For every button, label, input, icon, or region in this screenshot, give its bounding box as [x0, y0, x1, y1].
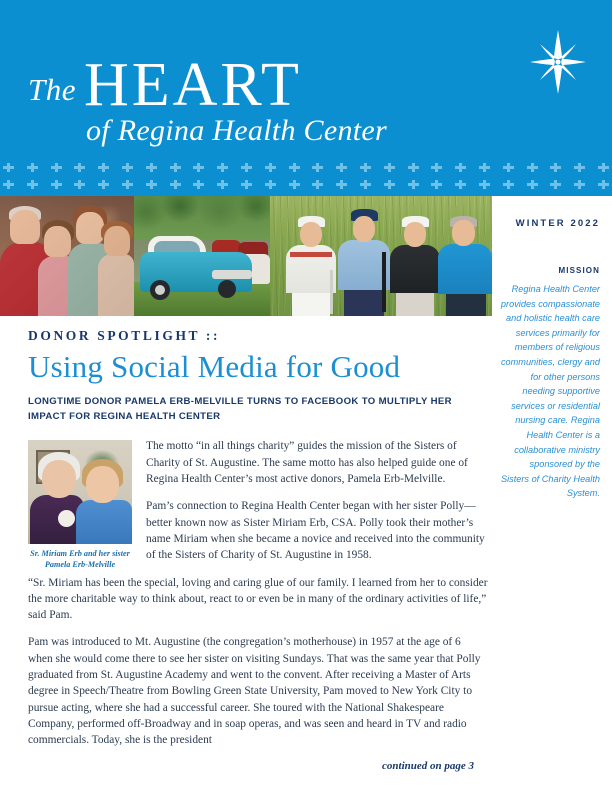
cross-dot-icon — [452, 179, 476, 191]
cross-dot-icon — [0, 162, 24, 174]
cross-dot-icon — [524, 179, 548, 191]
portrait-photo — [28, 440, 132, 544]
masthead-subtitle: of Regina Health Center — [86, 114, 388, 147]
cross-dot-icon — [476, 179, 500, 191]
cross-dot-icon — [571, 162, 595, 174]
cross-dot-icon — [167, 162, 191, 174]
cross-dot-icon — [428, 162, 452, 174]
classic-car-show-photo — [134, 196, 270, 316]
compass-star-icon — [530, 30, 586, 94]
cross-dot-icon — [428, 179, 452, 191]
decorative-cross-pattern-band — [0, 158, 612, 196]
cross-dot-icon — [476, 162, 500, 174]
article-paragraph: The motto “in all things charity” guides the mission of the Sisters of Charity of St. Augustine. The same motto has also helped guide one of Regina Health Center’s most active donors, Pamela Erb-Melville. — [146, 440, 468, 486]
cross-dot-icon — [119, 179, 143, 191]
issue-date: WINTER 2022 — [515, 218, 600, 229]
mission-heading: MISSION — [558, 266, 600, 275]
cross-dot-icon — [595, 162, 612, 174]
cross-dot-icon — [143, 179, 167, 191]
cross-dot-icon — [286, 162, 310, 174]
cross-dot-icon — [381, 179, 405, 191]
cross-dot-icon — [309, 179, 333, 191]
cross-dot-icon — [357, 179, 381, 191]
cross-dot-icon — [500, 179, 524, 191]
cross-pattern-row — [0, 179, 612, 193]
masthead-heart-word: HEART — [84, 51, 302, 119]
cross-dot-icon — [24, 162, 48, 174]
cross-dot-icon — [190, 162, 214, 174]
article-kicker: DONOR SPOTLIGHT :: — [28, 328, 221, 343]
cross-dot-icon — [262, 179, 286, 191]
article-headline: Using Social Media for Good — [28, 349, 401, 384]
article-paragraph: “Sr. Miriam has been the special, loving and caring glue of our family. I learned from her to consider the more charitable way to think about, react to or even be in many of the ordinary activities of life,” said Pam. — [28, 576, 488, 622]
cross-dot-icon — [48, 162, 72, 174]
article-body — [28, 328, 488, 772]
article-subhead: LONGTIME DONOR PAMELA ERB-MELVILLE TURNS TO FACEBOOK TO MULTIPLY HER IMPACT FOR REGINA HEALTH CENTER — [28, 396, 452, 422]
cross-dot-icon — [262, 162, 286, 174]
cross-dot-icon — [405, 162, 429, 174]
cross-dot-icon — [357, 162, 381, 174]
cross-dot-icon — [143, 162, 167, 174]
portrait-caption: Sr. Miriam Erb and her sister Pamela Erb-Melville — [30, 549, 130, 570]
cross-dot-icon — [595, 179, 612, 191]
cross-dot-icon — [286, 179, 310, 191]
cross-pattern-row — [0, 162, 612, 176]
masthead-header — [0, 0, 612, 196]
cross-dot-icon — [48, 179, 72, 191]
cross-dot-icon — [95, 162, 119, 174]
masthead-title-block — [0, 0, 612, 155]
golf-outing-photo — [270, 196, 492, 316]
cross-dot-icon — [0, 179, 24, 191]
continued-on-page-link[interactable]: continued on page 3 — [382, 759, 474, 772]
cross-dot-icon — [71, 162, 95, 174]
cross-dot-icon — [24, 179, 48, 191]
cross-dot-icon — [333, 179, 357, 191]
cross-dot-icon — [547, 162, 571, 174]
cross-dot-icon — [381, 162, 405, 174]
photo-banner-strip — [0, 196, 492, 316]
cross-dot-icon — [95, 179, 119, 191]
cross-dot-icon — [571, 179, 595, 191]
portrait-figure — [28, 440, 132, 570]
cross-dot-icon — [452, 162, 476, 174]
cross-dot-icon — [500, 162, 524, 174]
cross-dot-icon — [167, 179, 191, 191]
cross-dot-icon — [214, 162, 238, 174]
cross-dot-icon — [405, 179, 429, 191]
cross-dot-icon — [238, 162, 262, 174]
cross-dot-icon — [333, 162, 357, 174]
vintage-family-photo — [0, 196, 134, 316]
mission-statement-text: Regina Health Center provides compassionate and holistic health care services primarily for members of religious communities, clergy and for other persons needing supportive services or residential nursing care. Regina Health Center is a collaborative ministry sponsored by the Sisters of Charity Health System. — [500, 284, 600, 499]
cross-dot-icon — [214, 179, 238, 191]
cross-dot-icon — [119, 162, 143, 174]
cross-dot-icon — [190, 179, 214, 191]
cross-dot-icon — [524, 162, 548, 174]
cross-dot-icon — [71, 179, 95, 191]
cross-dot-icon — [547, 179, 571, 191]
cross-dot-icon — [309, 162, 333, 174]
cross-dot-icon — [238, 179, 262, 191]
masthead-the-word: The — [28, 72, 76, 107]
article-paragraph: Pam’s connection to Regina Health Center began with her sister Polly—better known now as Sister Miriam Erb, CSA. Polly took their mother’s name Miriam when she became a novice and received into the community of the Sisters of Charity of St. Augustine in 1958. — [146, 500, 485, 562]
sidebar — [492, 196, 612, 792]
article-paragraph: Pam was introduced to Mt. Augustine (the congregation’s motherhouse) in 1957 at the age of 6 when she would come there to see her sister on visiting Sundays. That was the same year that Polly graduated from St. Augustine Academy and went to the convent. After receiving a Master of Arts degree in Speech/Theatre from Bowling Green State University, Pam moved to New York City to pursue acting, where she had a successful career. She toured with the National Shakespeare Company, performed off-Broadway and in soap operas, and was seen and heard in TV and radio commercials. Today, she is the president — [28, 636, 481, 747]
